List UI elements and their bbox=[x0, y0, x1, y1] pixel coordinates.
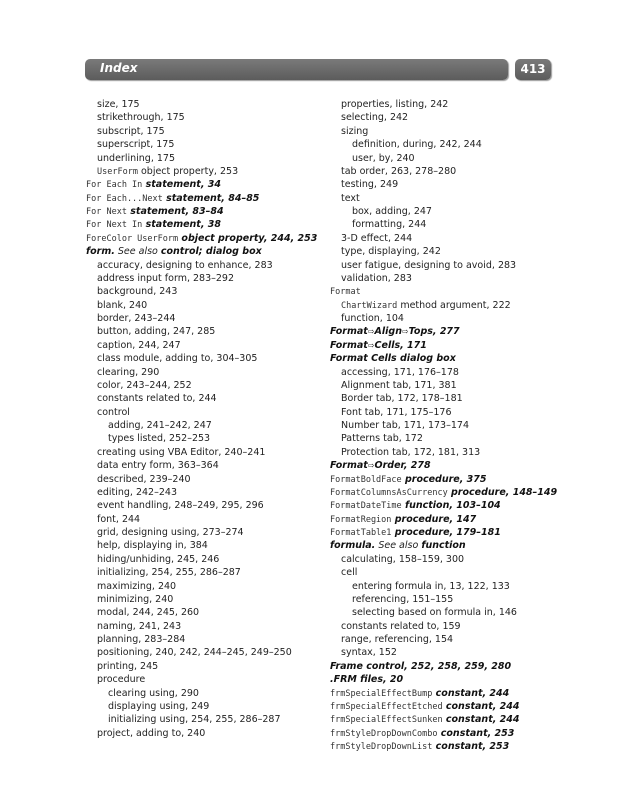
index-entry-text: Protection tab, 172, 181, 313 bbox=[341, 446, 481, 458]
index-entry-text: Alignment tab, 171, 381 bbox=[341, 379, 457, 391]
index-entry-text: blank, 240 bbox=[97, 299, 148, 311]
index-entry bbox=[86, 687, 326, 700]
index-entry-text: class module, adding to, 304–305 bbox=[97, 353, 258, 365]
index-entry bbox=[330, 513, 570, 526]
index-entry bbox=[330, 539, 570, 552]
index-entry-text: font, 244 bbox=[97, 513, 141, 525]
index-entry-text: constant, 253 bbox=[437, 727, 515, 739]
index-entry-text: underlining, 175 bbox=[97, 152, 175, 164]
index-entry-text: help, displaying in, 384 bbox=[97, 540, 208, 552]
index-entry bbox=[86, 432, 326, 445]
index-entry bbox=[86, 218, 326, 231]
index-entry-text: type, displaying, 242 bbox=[341, 246, 441, 258]
index-entry-text: adding, 241–242, 247 bbox=[108, 420, 212, 431]
page-number: 413 bbox=[520, 62, 546, 76]
index-entry-text: editing, 242–243 bbox=[97, 486, 177, 498]
index-entry bbox=[330, 138, 570, 151]
index-entry bbox=[86, 245, 326, 258]
index-entry-text: control bbox=[97, 406, 130, 418]
index-entry bbox=[86, 419, 326, 432]
index-entry-text: FormatDateTime bbox=[330, 501, 402, 512]
index-entry-text: frmStyleDropDownCombo bbox=[330, 728, 438, 739]
index-entry-text: constant, 244 bbox=[442, 700, 520, 712]
index-entry-text: Tops, 277 bbox=[408, 326, 460, 338]
index-entry bbox=[86, 593, 326, 606]
index-entry-text: positioning, 240, 242, 244–245, 249–250 bbox=[97, 647, 292, 659]
index-entry-text: calculating, 158–159, 300 bbox=[341, 553, 465, 565]
index-entry-text: selecting based on formula in, 146 bbox=[352, 607, 517, 619]
menu-arrow-icon: ⇨ bbox=[367, 340, 375, 350]
index-entry-text: planning, 283–284 bbox=[97, 634, 186, 645]
index-entry-text: FormatBoldFace bbox=[330, 474, 402, 485]
index-entry-text: See also bbox=[114, 246, 161, 258]
index-entry bbox=[330, 499, 570, 512]
index-entry-text: text bbox=[341, 192, 360, 204]
index-entry-text: data entry form, 363–364 bbox=[97, 460, 219, 472]
index-entry bbox=[86, 446, 326, 459]
index-entry bbox=[330, 205, 570, 218]
index-entry bbox=[330, 352, 570, 365]
index-entry-text: frmSpecialEffectBump bbox=[330, 688, 433, 699]
index-entry-text: ForeColor UserForm bbox=[86, 233, 179, 244]
index-entry bbox=[330, 111, 570, 124]
index-entry bbox=[330, 459, 570, 472]
index-entry bbox=[86, 633, 326, 646]
index-entry-text: object property, 244, 253 bbox=[178, 232, 318, 244]
index-entry bbox=[86, 205, 326, 218]
index-entry-text: modal, 244, 245, 260 bbox=[97, 607, 200, 619]
index-entry-text: clearing using, 290 bbox=[108, 687, 199, 699]
index-entry bbox=[330, 606, 570, 619]
index-entry-text: user, by, 240 bbox=[352, 152, 415, 164]
index-entry-text: Order, 278 bbox=[374, 460, 431, 472]
menu-arrow-icon: ⇨ bbox=[401, 327, 409, 337]
index-entry bbox=[330, 272, 570, 285]
index-entry bbox=[86, 232, 326, 245]
index-entry bbox=[330, 553, 570, 566]
index-entry-text: referencing, 151–155 bbox=[352, 593, 454, 605]
index-entry-text: Number tab, 171, 173–174 bbox=[341, 420, 469, 431]
index-entry-text: cell bbox=[341, 567, 358, 579]
index-entry bbox=[330, 98, 570, 111]
index-entry bbox=[330, 339, 570, 352]
index-entry bbox=[86, 473, 326, 486]
menu-arrow-icon: ⇨ bbox=[367, 461, 375, 471]
index-entry-text: procedure, 375 bbox=[401, 473, 487, 485]
index-entry bbox=[330, 325, 570, 338]
index-entry bbox=[330, 727, 570, 740]
index-entry-text: For Each...Next bbox=[86, 193, 163, 204]
index-entry bbox=[86, 366, 326, 379]
index-entry-text: color, 243–244, 252 bbox=[97, 379, 192, 391]
index-column-right bbox=[330, 98, 570, 753]
index-entry-text: For Next In bbox=[86, 220, 143, 231]
index-entry bbox=[330, 152, 570, 165]
index-entry-text: displaying using, 249 bbox=[108, 700, 210, 712]
index-entry-text: control; dialog box bbox=[160, 246, 262, 258]
index-entry bbox=[330, 406, 570, 419]
index-entry bbox=[330, 646, 570, 659]
index-entry-text: types listed, 252–253 bbox=[108, 433, 211, 445]
index-entry bbox=[86, 539, 326, 552]
index-entry-text: function, 103–104 bbox=[401, 500, 501, 512]
index-entry-text: grid, designing using, 273–274 bbox=[97, 527, 244, 538]
index-entry bbox=[330, 419, 570, 432]
index-entry-text: statement, 38 bbox=[142, 219, 221, 231]
index-entry-text: maximizing, 240 bbox=[97, 580, 177, 592]
index-entry-text: Format bbox=[330, 460, 368, 472]
index-entry-text: syntax, 152 bbox=[341, 647, 397, 659]
index-entry bbox=[86, 98, 326, 111]
index-entry-text: selecting, 242 bbox=[341, 112, 409, 124]
index-entry-text: Format Cells dialog box bbox=[330, 353, 456, 365]
index-entry bbox=[330, 245, 570, 258]
index-entry bbox=[330, 259, 570, 272]
index-entry bbox=[330, 713, 570, 726]
index-entry bbox=[86, 392, 326, 405]
index-entry bbox=[86, 272, 326, 285]
index-entry-text: 3-D effect, 244 bbox=[341, 232, 413, 244]
index-entry bbox=[86, 259, 326, 272]
index-entry-text: accuracy, designing to enhance, 283 bbox=[97, 259, 273, 271]
page-number-box bbox=[515, 59, 551, 80]
index-entry bbox=[86, 152, 326, 165]
index-entry bbox=[330, 593, 570, 606]
index-entry bbox=[86, 285, 326, 298]
index-entry bbox=[330, 526, 570, 539]
index-entry bbox=[330, 660, 570, 673]
index-entry-text: See also bbox=[375, 540, 422, 552]
index-entry-text: accessing, 171, 176–178 bbox=[341, 366, 459, 378]
index-entry-text: event handling, 248–249, 295, 296 bbox=[97, 500, 264, 512]
index-entry bbox=[330, 165, 570, 178]
index-entry-text: clearing, 290 bbox=[97, 366, 160, 378]
index-entry-text: project, adding to, 240 bbox=[97, 727, 206, 739]
index-entry-text: frmSpecialEffectSunken bbox=[330, 715, 443, 726]
index-entry bbox=[330, 178, 570, 191]
index-entry-text: Format bbox=[330, 339, 368, 351]
index-entry-text: hiding/unhiding, 245, 246 bbox=[97, 553, 220, 565]
index-entry-text: formatting, 244 bbox=[352, 219, 427, 231]
index-entry-text: size, 175 bbox=[97, 99, 140, 110]
index-entry-text: For Next bbox=[86, 207, 127, 217]
index-entry bbox=[330, 125, 570, 138]
index-entry bbox=[330, 192, 570, 205]
index-entry-text: Align bbox=[374, 326, 402, 338]
index-entry-text: constant, 244 bbox=[442, 714, 520, 726]
menu-arrow-icon: ⇨ bbox=[367, 327, 375, 337]
index-entry-text: subscript, 175 bbox=[97, 125, 165, 137]
index-entry bbox=[330, 673, 570, 686]
index-entry bbox=[330, 366, 570, 379]
index-entry-text: testing, 249 bbox=[341, 179, 399, 191]
index-entry bbox=[330, 620, 570, 633]
index-entry-text: strikethrough, 175 bbox=[97, 112, 185, 124]
index-entry-text: user fatigue, designing to avoid, 283 bbox=[341, 259, 517, 271]
index-entry bbox=[86, 553, 326, 566]
header-title: Index bbox=[100, 61, 138, 75]
index-entry-text: Border tab, 172, 178–181 bbox=[341, 393, 463, 405]
index-entry-text: initializing, 254, 255, 286–287 bbox=[97, 567, 241, 579]
index-entry bbox=[86, 713, 326, 726]
index-entry bbox=[330, 232, 570, 245]
index-entry-text: form. bbox=[86, 246, 115, 258]
index-entry-text: FormatColumnsAsCurrency bbox=[330, 487, 448, 498]
index-entry-text: constant, 244 bbox=[432, 687, 510, 699]
index-entry bbox=[86, 673, 326, 686]
index-entry-text: ChartWizard bbox=[341, 300, 398, 311]
index-entry bbox=[330, 218, 570, 231]
index-entry bbox=[86, 312, 326, 325]
index-entry-text: creating using VBA Editor, 240–241 bbox=[97, 446, 266, 458]
index-entry-text: .FRM files, 20 bbox=[330, 674, 404, 686]
index-entry bbox=[86, 406, 326, 419]
index-entry bbox=[86, 325, 326, 338]
index-entry bbox=[330, 392, 570, 405]
index-entry bbox=[86, 566, 326, 579]
index-entry bbox=[86, 646, 326, 659]
index-entry-text: Frame control, 252, 258, 259, 280 bbox=[330, 660, 512, 672]
index-entry-text: border, 243–244 bbox=[97, 313, 176, 324]
index-entry bbox=[86, 138, 326, 151]
index-entry-text: background, 243 bbox=[97, 286, 178, 298]
index-entry-text: method argument, 222 bbox=[397, 299, 511, 311]
index-entry bbox=[86, 660, 326, 673]
index-entry-text: Patterns tab, 172 bbox=[341, 433, 423, 445]
index-entry-text: button, adding, 247, 285 bbox=[97, 326, 216, 338]
index-entry-text: printing, 245 bbox=[97, 660, 159, 672]
index-entry bbox=[86, 125, 326, 138]
index-entry bbox=[330, 700, 570, 713]
index-entry-text: procedure, 179–181 bbox=[391, 527, 501, 538]
index-entry-text: described, 239–240 bbox=[97, 473, 191, 485]
index-entry-text: FormatRegion bbox=[330, 514, 392, 525]
index-entry bbox=[330, 312, 570, 325]
index-entry-text: frmSpecialEffectEtched bbox=[330, 701, 443, 712]
index-entry bbox=[86, 352, 326, 365]
index-entry bbox=[86, 513, 326, 526]
index-entry bbox=[330, 580, 570, 593]
index-entry-text: formula. bbox=[330, 540, 376, 552]
index-entry bbox=[86, 192, 326, 205]
index-entry-text: box, adding, 247 bbox=[352, 206, 432, 217]
index-entry bbox=[86, 486, 326, 499]
index-entry-text: definition, during, 242, 244 bbox=[352, 139, 482, 151]
index-entry bbox=[86, 700, 326, 713]
index-entry bbox=[86, 459, 326, 472]
index-entry bbox=[330, 285, 570, 298]
index-entry-text: constant, 253 bbox=[432, 741, 510, 752]
index-entry-text: frmStyleDropDownList bbox=[330, 742, 433, 752]
index-entry bbox=[330, 446, 570, 459]
index-entry-text: naming, 241, 243 bbox=[97, 620, 182, 632]
index-entry bbox=[86, 111, 326, 124]
index-entry bbox=[330, 432, 570, 445]
index-entry bbox=[86, 606, 326, 619]
index-entry-text: validation, 283 bbox=[341, 272, 412, 284]
index-entry-text: sizing bbox=[341, 125, 369, 137]
index-entry-text: procedure bbox=[97, 674, 146, 686]
index-entry-text: FormatTable1 bbox=[330, 528, 392, 538]
index-entry bbox=[330, 486, 570, 499]
index-entry-text: tab order, 263, 278–280 bbox=[341, 165, 457, 177]
index-entry-text: range, referencing, 154 bbox=[341, 634, 454, 645]
index-entry bbox=[86, 379, 326, 392]
index-entry bbox=[86, 178, 326, 191]
index-entry-text: For Each In bbox=[86, 180, 143, 191]
index-entry-text: address input form, 283–292 bbox=[97, 272, 235, 284]
index-entry bbox=[330, 299, 570, 312]
index-column-left bbox=[86, 98, 326, 740]
index-entry-text: Font tab, 171, 175–176 bbox=[341, 406, 452, 418]
index-entry bbox=[86, 165, 326, 178]
index-entry bbox=[86, 339, 326, 352]
index-entry-text: UserForm bbox=[97, 166, 138, 177]
index-entry bbox=[86, 526, 326, 539]
index-entry-text: function, 104 bbox=[341, 313, 404, 324]
running-header-bar bbox=[85, 59, 508, 80]
index-entry-text: Format bbox=[330, 287, 361, 298]
index-entry-text: Cells, 171 bbox=[374, 339, 427, 351]
index-entry-text: properties, listing, 242 bbox=[341, 99, 449, 110]
index-entry-text: entering formula in, 13, 122, 133 bbox=[352, 580, 510, 592]
index-entry-text: statement, 83–84 bbox=[126, 206, 224, 217]
index-entry bbox=[86, 580, 326, 593]
index-entry bbox=[330, 687, 570, 700]
index-entry-text: constants related to, 244 bbox=[97, 393, 217, 405]
index-entry-text: superscript, 175 bbox=[97, 139, 175, 151]
index-entry bbox=[330, 473, 570, 486]
index-entry-text: procedure, 148–149 bbox=[447, 486, 558, 498]
index-entry-text: function bbox=[421, 540, 466, 552]
index-entry bbox=[86, 499, 326, 512]
index-entry-text: minimizing, 240 bbox=[97, 593, 174, 605]
index-entry-text: procedure, 147 bbox=[391, 513, 477, 525]
index-entry-text: statement, 34 bbox=[142, 179, 221, 191]
index-entry bbox=[330, 379, 570, 392]
index-entry-text: caption, 244, 247 bbox=[97, 339, 181, 351]
index-entry bbox=[86, 727, 326, 740]
index-entry-text: initializing using, 254, 255, 286–287 bbox=[108, 714, 281, 726]
index-entry-text: Format bbox=[330, 326, 368, 338]
index-entry-text: object property, 253 bbox=[137, 165, 239, 177]
index-entry bbox=[330, 566, 570, 579]
index-entry bbox=[86, 299, 326, 312]
index-entry bbox=[86, 620, 326, 633]
index-entry bbox=[330, 633, 570, 646]
index-entry bbox=[330, 740, 570, 753]
index-entry-text: statement, 84–85 bbox=[162, 192, 260, 204]
index-entry-text: constants related to, 159 bbox=[341, 620, 461, 632]
